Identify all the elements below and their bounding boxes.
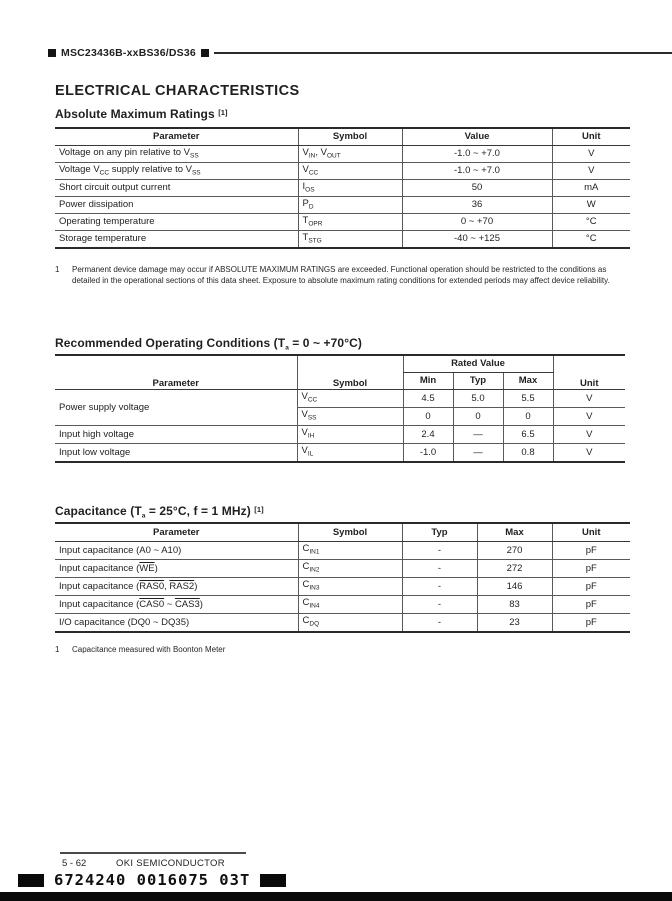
unit-cell: °C	[552, 214, 630, 231]
column-header-symbol: Symbol	[297, 355, 403, 390]
table-row	[55, 390, 625, 408]
symbol-cell: $C_{IN2}$	[298, 560, 402, 578]
param-cell: Input capacitance (RAS0, RAS2)	[55, 578, 298, 596]
value-cell: 36	[402, 197, 552, 214]
max-cell: 5.5	[503, 390, 553, 408]
table-row	[55, 146, 630, 163]
unit-cell: °C	[552, 231, 630, 249]
black-square-icon	[201, 49, 209, 57]
param-cell: Input high voltage	[55, 426, 297, 444]
footnote-number: 1	[55, 265, 60, 274]
footer-rule	[60, 852, 246, 854]
param-cell: Input capacitance $(\overline{WE})$	[55, 560, 298, 578]
unit-cell: pF	[552, 578, 630, 596]
unit-cell: mA	[552, 180, 630, 197]
param-cell: Voltage $V_{CC}$ supply relative to $V_{SS}$	[55, 163, 298, 180]
barcode-block-icon	[260, 874, 286, 887]
min-cell: 0	[403, 408, 453, 426]
typ-cell: -	[402, 560, 477, 578]
max-cell: 23	[477, 614, 552, 633]
column-header-symbol: Symbol	[298, 523, 402, 542]
symbol-cell: $T_{STG}$	[298, 231, 402, 249]
unit-cell: V	[553, 444, 625, 463]
table-row	[55, 578, 630, 596]
symbol-cell: $V_{IH}$	[297, 426, 403, 444]
param-cell: Input low voltage	[55, 444, 297, 463]
footnote-text: Capacitance measured with Boonton Meter	[72, 645, 226, 654]
table-row	[55, 542, 630, 560]
abs-max-table	[55, 127, 630, 249]
column-header-min: Min	[403, 373, 453, 390]
symbol-cell: $C_{IN4}$	[298, 596, 402, 614]
value-cell: -1.0 ~ +7.0	[402, 163, 552, 180]
table-header-row	[55, 128, 630, 146]
param-cell: Storage temperature	[55, 231, 298, 249]
max-cell: 272	[477, 560, 552, 578]
min-cell: 4.5	[403, 390, 453, 408]
symbol-cell: $V_{IL}$	[297, 444, 403, 463]
value-cell: 50	[402, 180, 552, 197]
min-cell: -1.0	[403, 444, 453, 463]
unit-cell: V	[552, 163, 630, 180]
table-row	[55, 197, 630, 214]
rec-op-table	[55, 354, 625, 463]
column-header-parameter: Parameter	[55, 523, 298, 542]
barcode-row	[18, 871, 286, 889]
column-header-typ: Typ	[453, 373, 503, 390]
typ-cell: —	[453, 444, 503, 463]
column-header-value: Value	[402, 128, 552, 146]
section-title-abs-max: Absolute Maximum Ratings [1]	[55, 107, 228, 121]
max-cell: 0.8	[503, 444, 553, 463]
symbol-cell: $V_{SS}$	[297, 408, 403, 426]
column-header-parameter: Parameter	[55, 355, 297, 390]
company-name: OKI SEMICONDUCTOR	[116, 858, 225, 869]
typ-cell: 0	[453, 408, 503, 426]
typ-cell: —	[453, 426, 503, 444]
page-bottom-bar	[0, 892, 672, 901]
unit-cell: V	[553, 426, 625, 444]
section-title-capacitance: Capacitance ($T_a = 25^\circ C$, f = 1 MHz) [1]	[55, 504, 264, 520]
unit-cell: pF	[552, 560, 630, 578]
unit-cell: pF	[552, 596, 630, 614]
param-cell: Power supply voltage	[55, 390, 297, 426]
typ-cell: -	[402, 542, 477, 560]
symbol-cell: $V_{IN}$, $V_{OUT}$	[298, 146, 402, 163]
capacitance-table	[55, 522, 630, 633]
symbol-cell: $T_{OPR}$	[298, 214, 402, 231]
column-header-unit: Unit	[552, 128, 630, 146]
unit-cell: V	[553, 390, 625, 408]
page-header	[48, 47, 672, 59]
table-row	[55, 614, 630, 633]
footnote-capacitance	[55, 644, 225, 655]
typ-cell: -	[402, 614, 477, 633]
unit-cell: pF	[552, 614, 630, 633]
symbol-cell: $C_{IN3}$	[298, 578, 402, 596]
value-cell: -1.0 ~ +7.0	[402, 146, 552, 163]
barcode-text: 6724240 0016075 03T	[54, 871, 251, 889]
param-cell: Input capacitance (CAS0 ~ CAS3)	[55, 596, 298, 614]
param-cell: I/O capacitance (DQ0 ~ DQ35)	[55, 614, 298, 633]
page-number: 5 - 62	[62, 858, 87, 869]
param-cell: Power dissipation	[55, 197, 298, 214]
max-cell: 6.5	[503, 426, 553, 444]
doc-number: MSC23436B-xxBS36/DS36	[61, 47, 196, 59]
column-header-typ: Typ	[402, 523, 477, 542]
symbol-cell: $C_{IN1}$	[298, 542, 402, 560]
barcode-block-icon	[18, 874, 44, 887]
param-cell: Input capacitance (A0 ~ A10)	[55, 542, 298, 560]
param-cell: Short circuit output current	[55, 180, 298, 197]
typ-cell: 5.0	[453, 390, 503, 408]
section-title-rec-op: Recommended Operating Conditions ($T_a = 0$ ~ +70°C)	[55, 336, 362, 352]
param-cell: Operating temperature	[55, 214, 298, 231]
column-header-rated-value: Rated Value	[403, 355, 553, 373]
max-cell: 83	[477, 596, 552, 614]
typ-cell: -	[402, 578, 477, 596]
unit-cell: pF	[552, 542, 630, 560]
symbol-cell: $P_D$	[298, 197, 402, 214]
typ-cell: -	[402, 596, 477, 614]
max-cell: 146	[477, 578, 552, 596]
column-header-unit: Unit	[552, 523, 630, 542]
symbol-cell: $I_{OS}$	[298, 180, 402, 197]
header-rule	[214, 52, 672, 54]
column-header-symbol: Symbol	[298, 128, 402, 146]
unit-cell: V	[552, 146, 630, 163]
table-row	[55, 426, 625, 444]
footnote-number: 1	[55, 645, 60, 654]
min-cell: 2.4	[403, 426, 453, 444]
table-row	[55, 163, 630, 180]
column-header-max: Max	[503, 373, 553, 390]
unit-cell: W	[552, 197, 630, 214]
value-cell: -40 ~ +125	[402, 231, 552, 249]
column-header-parameter: Parameter	[55, 128, 298, 146]
black-square-icon	[48, 49, 56, 57]
footnote-text: Permanent device damage may occur if ABSOLUTE MAXIMUM RATINGS are exceeded. Functional operation should be restricted to the conditions as detailed in the operational sections of this data sheet. Exposure to absolute maximum rating conditions for extended periods may affect device reliability.	[72, 265, 610, 285]
unit-cell: V	[553, 408, 625, 426]
table-row	[55, 214, 630, 231]
table-row	[55, 180, 630, 197]
symbol-cell: $C_{DQ}$	[298, 614, 402, 633]
table-row	[55, 231, 630, 249]
symbol-cell: $V_{CC}$	[298, 163, 402, 180]
page-title: ELECTRICAL CHARACTERISTICS	[55, 83, 300, 99]
max-cell: 270	[477, 542, 552, 560]
column-header-max: Max	[477, 523, 552, 542]
value-cell: 0 ~ +70	[402, 214, 552, 231]
max-cell: 0	[503, 408, 553, 426]
column-header-unit: Unit	[553, 355, 625, 390]
table-header-row	[55, 523, 630, 542]
table-row	[55, 560, 630, 578]
footnote-abs-max	[55, 264, 628, 286]
param-cell: Voltage on any pin relative to $V_{SS}$	[55, 146, 298, 163]
table-header-row	[55, 355, 625, 373]
symbol-cell: $V_{CC}$	[297, 390, 403, 408]
table-row	[55, 444, 625, 463]
table-row	[55, 596, 630, 614]
